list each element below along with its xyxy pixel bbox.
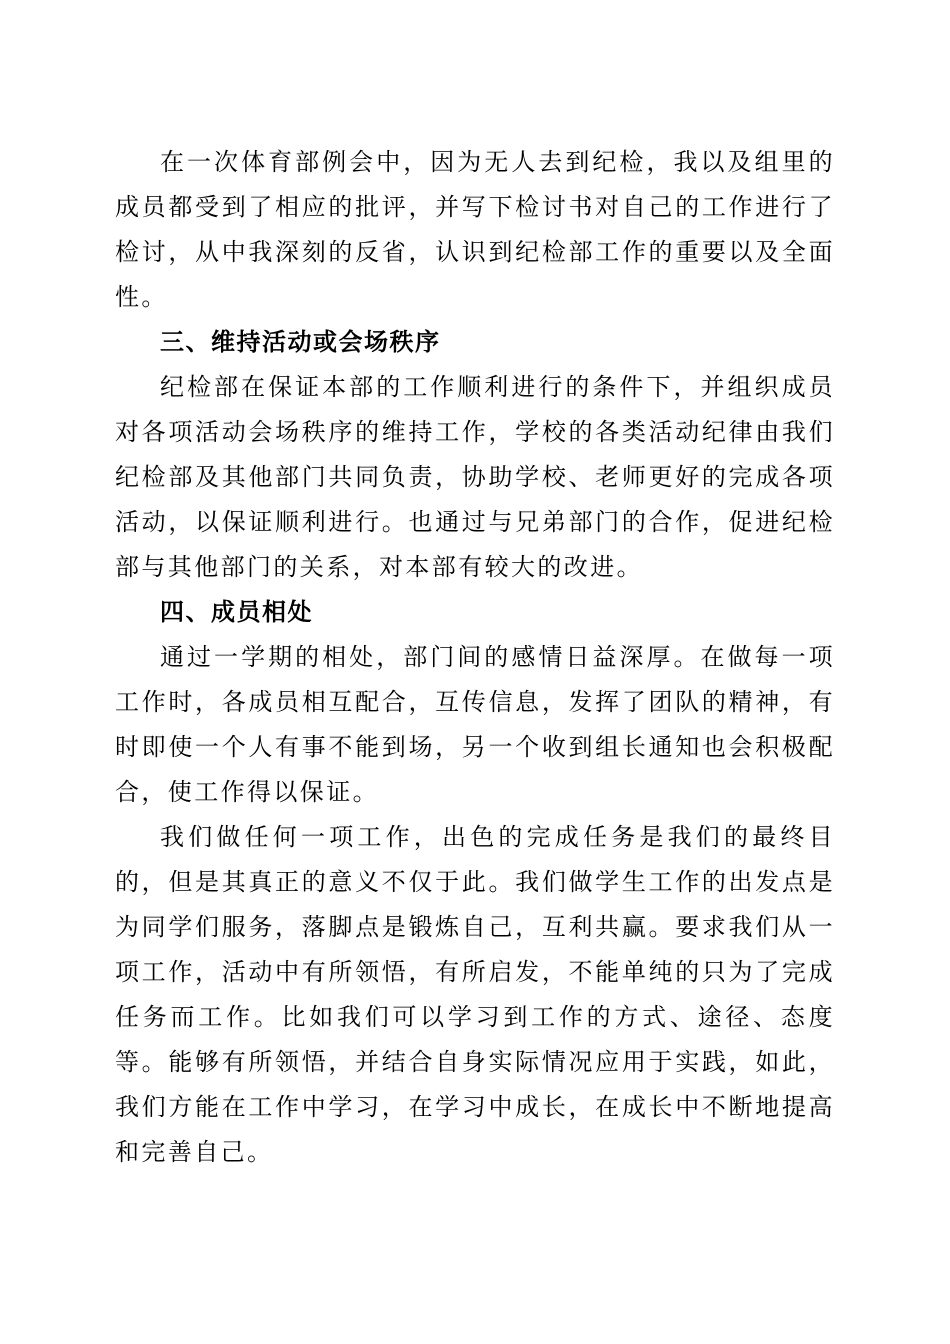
document-body — [115, 140, 835, 1175]
section-heading-member-relations: 四、成员相处 — [160, 598, 313, 626]
paragraph-review-criticism: 在一次体育部例会中，因为无人去到纪检，我以及组里的成员都受到了相应的批评，并写下检讨书对自己的工作进行了检讨，从中我深刻的反省，认识到纪检部工作的重要以及全面性。 — [115, 148, 835, 311]
paragraph-conclusion: 我们做任何一项工作，出色的完成任务是我们的最终目的，但是其真正的意义不仅于此。我们做学生工作的出发点是为同学们服务，落脚点是锻炼自己，互利共赢。要求我们从一项工作，活动中有所领悟，有所启发，不能单纯的只为了完成任务而工作。比如我们可以学习到工作的方式、途径、态度等。能够有所领悟，并结合自身实际情况应用于实践，如此，我们方能在工作中学习，在学习中成长，在成长中不断地提高和完善自己。 — [115, 823, 835, 1166]
section-heading-maintain-order: 三、维持活动或会场秩序 — [160, 328, 441, 356]
paragraph-maintain-order: 纪检部在保证本部的工作顺利进行的条件下，并组织成员对各项活动会场秩序的维持工作，学校的各类活动纪律由我们纪检部及其他部门共同负责，协助学校、老师更好的完成各项活动，以保证顺利进行。也通过与兄弟部门的合作，促进纪检部与其他部门的关系，对本部有较大的改进。 — [115, 373, 835, 581]
paragraph-member-relations: 通过一学期的相处，部门间的感情日益深厚。在做每一项工作时，各成员相互配合，互传信息，发挥了团队的精神，有时即使一个人有事不能到场，另一个收到组长通知也会积极配合，使工作得以保证。 — [115, 643, 835, 806]
